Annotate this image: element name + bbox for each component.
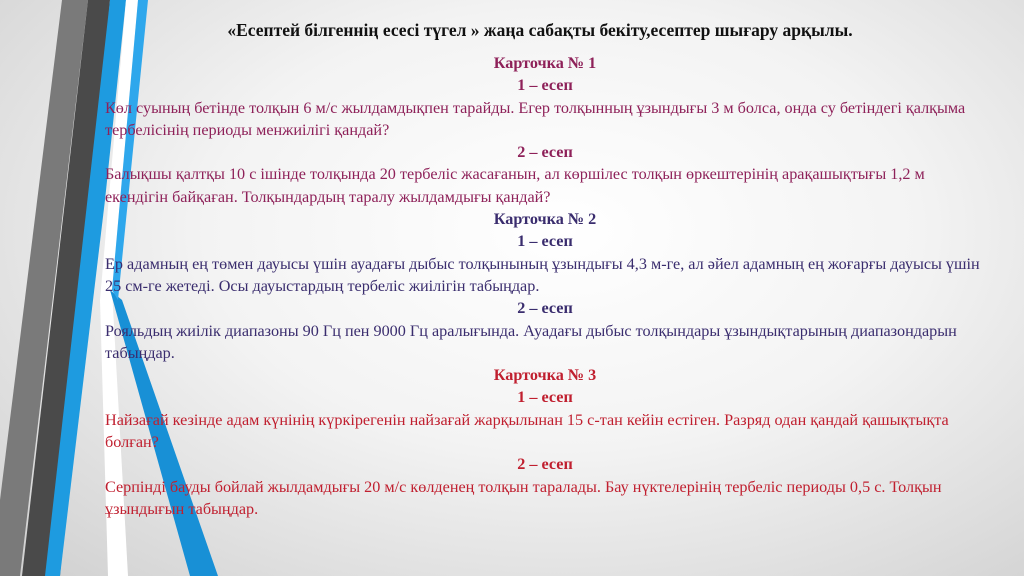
problem-text: Балықшы қалтқы 10 с ішінде толқында 20 тербеліс жасағанын, ал көршілес толқын өркештерінің арақашықтығы 1,2 м екендігін байқаған. Толқындардың таралу жылдамдығы қандай? xyxy=(105,165,925,206)
problem-label: 2 – есеп xyxy=(517,455,573,474)
cards-content xyxy=(105,52,985,520)
problem-text: Найзағай кезінде адам күнінің күркірегенін найзағай жарқылынан 15 с-тан кейін естіген. Разряд одан қандай қашықтықта болған? xyxy=(105,410,949,452)
card-2 xyxy=(105,208,985,364)
problem-text: Көл суының бетінде толқын 6 м/с жылдамдықпен тарайды. Егер толқынның ұзындығы 3 м болса, онда су бетіндегі қалқыма тербелісінің периоды менжиілігі қандай? xyxy=(105,98,966,139)
card-1 xyxy=(105,52,985,208)
card-heading: Карточка № 2 xyxy=(493,210,597,229)
problem-label: 2 – есеп xyxy=(517,143,573,162)
slide-title: «Есептей білгеннің есесі түгел » жаңа сабақты бекіту,есептер шығару арқылы. xyxy=(227,20,853,40)
problem-text: Рояльдың жиілік диапазоны 90 Гц пен 9000 Гц аралығында. Ауадағы дыбыс толқындары ұзындықтарының диапазондарын табыңдар. xyxy=(105,321,957,362)
problem-text: Ер адамның ең төмен дауысы үшін ауадағы дыбыс толқынының ұзындығы 4,3 м-ге, ал әйел адамның ең жоғарғы дауысы үшін 25 см-ге жетеді. Осы дауыстардың тербеліс жиілігін табыңдар. xyxy=(105,254,980,295)
problem-text: Серпінді бауды бойлай жылдамдығы 20 м/с көлденең толқын таралады. Бау нүктелерінің тербеліс периоды 0,5 с. Толқын ұзындығын табыңдар. xyxy=(105,477,942,518)
card-heading: Карточка № 3 xyxy=(493,366,597,385)
problem-label: 1 – есеп xyxy=(517,388,573,407)
problem-label: 2 – есеп xyxy=(517,299,573,318)
card-heading: Карточка № 1 xyxy=(493,54,597,72)
problem-label: 1 – есеп xyxy=(517,76,573,95)
problem-label: 1 – есеп xyxy=(517,232,573,251)
card-3 xyxy=(105,364,985,520)
